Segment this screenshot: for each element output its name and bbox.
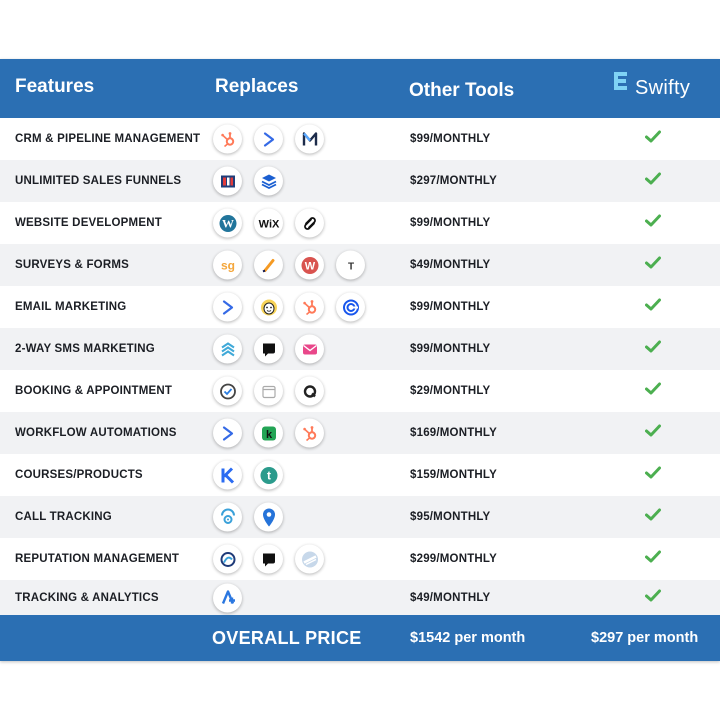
checkmark-icon xyxy=(645,508,661,526)
swifty-brand-label: Swifty xyxy=(635,77,691,99)
other-tools-total: $1542 per month xyxy=(410,630,526,646)
svg-text:k: k xyxy=(265,428,272,441)
svg-text:sg: sg xyxy=(220,258,235,272)
other-tools-price: $299/MONTHLY xyxy=(410,553,497,565)
kajabi-icon xyxy=(213,461,242,490)
feature-name: SURVEYS & FORMS xyxy=(15,259,129,271)
table-row xyxy=(0,538,720,580)
location-pin-icon xyxy=(254,503,283,532)
checkmark-icon xyxy=(645,130,661,148)
callrail-icon xyxy=(213,503,242,532)
activecampaign-icon xyxy=(213,419,242,448)
svg-text:WiX: WiX xyxy=(258,218,279,230)
other-tools-price: $49/MONTHLY xyxy=(410,591,491,604)
activecampaign-icon xyxy=(213,293,242,322)
feature-name: CRM & PIPELINE MANAGEMENT xyxy=(15,133,201,145)
swifty-total: $297 per month xyxy=(591,630,699,646)
feature-name: REPUTATION MANAGEMENT xyxy=(15,553,180,565)
calendar-icon xyxy=(254,377,283,406)
wordpress-icon xyxy=(213,209,242,238)
feature-name: CALL TRACKING xyxy=(15,511,112,523)
features-column-header: Features xyxy=(15,76,95,97)
other-tools-price: $159/MONTHLY xyxy=(410,469,497,481)
replaced-tools xyxy=(213,293,365,322)
feature-name: UNLIMITED SALES FUNNELS xyxy=(15,175,182,187)
svg-text:W: W xyxy=(221,216,234,230)
table-row xyxy=(0,202,720,244)
hubspot-icon xyxy=(295,419,324,448)
other-tools-price: $99/MONTHLY xyxy=(410,217,491,229)
feature-name: EMAIL MARKETING xyxy=(15,301,127,313)
feature-name: 2-WAY SMS MARKETING xyxy=(15,343,155,355)
table-row xyxy=(0,244,720,286)
feature-name: TRACKING & ANALYTICS xyxy=(15,591,159,604)
podium-icon xyxy=(254,335,283,364)
checkmark-icon xyxy=(645,214,661,232)
mail-icon xyxy=(295,335,324,364)
overall-price-label: OVERALL PRICE xyxy=(212,628,362,648)
other-tools-price: $99/MONTHLY xyxy=(410,301,491,313)
replaced-tools xyxy=(213,209,324,238)
typeform-icon xyxy=(336,251,365,280)
feature-name: WEBSITE DEVELOPMENT xyxy=(15,217,162,229)
checkmark-icon xyxy=(645,382,661,400)
other-tools-column-header: Other Tools xyxy=(409,80,515,101)
overall-price-footer xyxy=(0,615,720,661)
replaced-tools xyxy=(213,461,283,490)
activecampaign-icon xyxy=(254,125,283,154)
constant-contact-icon xyxy=(336,293,365,322)
replaced-tools xyxy=(213,125,324,154)
checkmark-icon xyxy=(645,256,661,274)
feature-name: COURSES/PRODUCTS xyxy=(15,469,143,481)
table-row xyxy=(0,118,720,160)
checkmark-icon xyxy=(645,298,661,316)
podium-icon xyxy=(254,545,283,574)
replaced-tools xyxy=(213,251,365,280)
replaced-tools xyxy=(213,419,324,448)
table-row xyxy=(0,454,720,496)
clickfunnels-icon xyxy=(213,167,242,196)
replaced-tools xyxy=(213,545,324,574)
svg-text:t: t xyxy=(266,468,271,482)
layers-icon xyxy=(213,335,242,364)
wufoo-icon xyxy=(295,251,324,280)
hubspot-icon xyxy=(213,125,242,154)
acuity-icon xyxy=(295,377,324,406)
replaced-tools xyxy=(213,167,283,196)
leadpages-icon xyxy=(254,167,283,196)
replaces-column-header: Replaces xyxy=(215,76,299,97)
table-row xyxy=(0,580,720,615)
feature-name: WORKFLOW AUTOMATIONS xyxy=(15,427,177,439)
mailchimp-icon xyxy=(254,293,283,322)
checkmark-icon xyxy=(645,466,661,484)
replaced-tools xyxy=(213,377,324,406)
table-row xyxy=(0,328,720,370)
feature-name: BOOKING & APPOINTMENT xyxy=(15,385,173,397)
table-header xyxy=(0,59,720,118)
surveygizmo-icon xyxy=(213,251,242,280)
svg-text:W: W xyxy=(304,260,315,272)
table-row xyxy=(0,160,720,202)
birdeye-icon xyxy=(213,545,242,574)
other-tools-price: $297/MONTHLY xyxy=(410,175,497,187)
replaced-tools xyxy=(213,583,242,612)
reputation-icon xyxy=(295,545,324,574)
table-row xyxy=(0,412,720,454)
other-tools-price: $169/MONTHLY xyxy=(410,427,497,439)
checkmark-icon xyxy=(645,340,661,358)
teachable-icon xyxy=(254,461,283,490)
other-tools-price: $99/MONTHLY xyxy=(410,343,491,355)
other-tools-price: $29/MONTHLY xyxy=(410,385,491,397)
replaced-tools xyxy=(213,503,283,532)
analytics-icon xyxy=(213,583,242,612)
checkmark-icon xyxy=(645,550,661,568)
swifty-logo-icon xyxy=(612,57,630,116)
other-tools-price: $49/MONTHLY xyxy=(410,259,491,271)
jotform-icon xyxy=(254,251,283,280)
checkmark-icon xyxy=(645,424,661,442)
checkmark-icon xyxy=(645,589,661,607)
swifty-column-header xyxy=(612,59,690,118)
other-tools-price: $99/MONTHLY xyxy=(410,133,491,145)
wix-icon xyxy=(254,209,283,238)
table-row xyxy=(0,286,720,328)
replaced-tools xyxy=(213,335,324,364)
other-tools-price: $95/MONTHLY xyxy=(410,511,491,523)
keap-icon xyxy=(254,419,283,448)
table-row xyxy=(0,496,720,538)
checkmark-icon xyxy=(645,172,661,190)
svg-text:T: T xyxy=(347,261,354,272)
monday-m-icon xyxy=(295,125,324,154)
table-row xyxy=(0,370,720,412)
hubspot-icon xyxy=(295,293,324,322)
comparison-table xyxy=(0,59,720,661)
calendly-icon xyxy=(213,377,242,406)
squarespace-icon xyxy=(295,209,324,238)
